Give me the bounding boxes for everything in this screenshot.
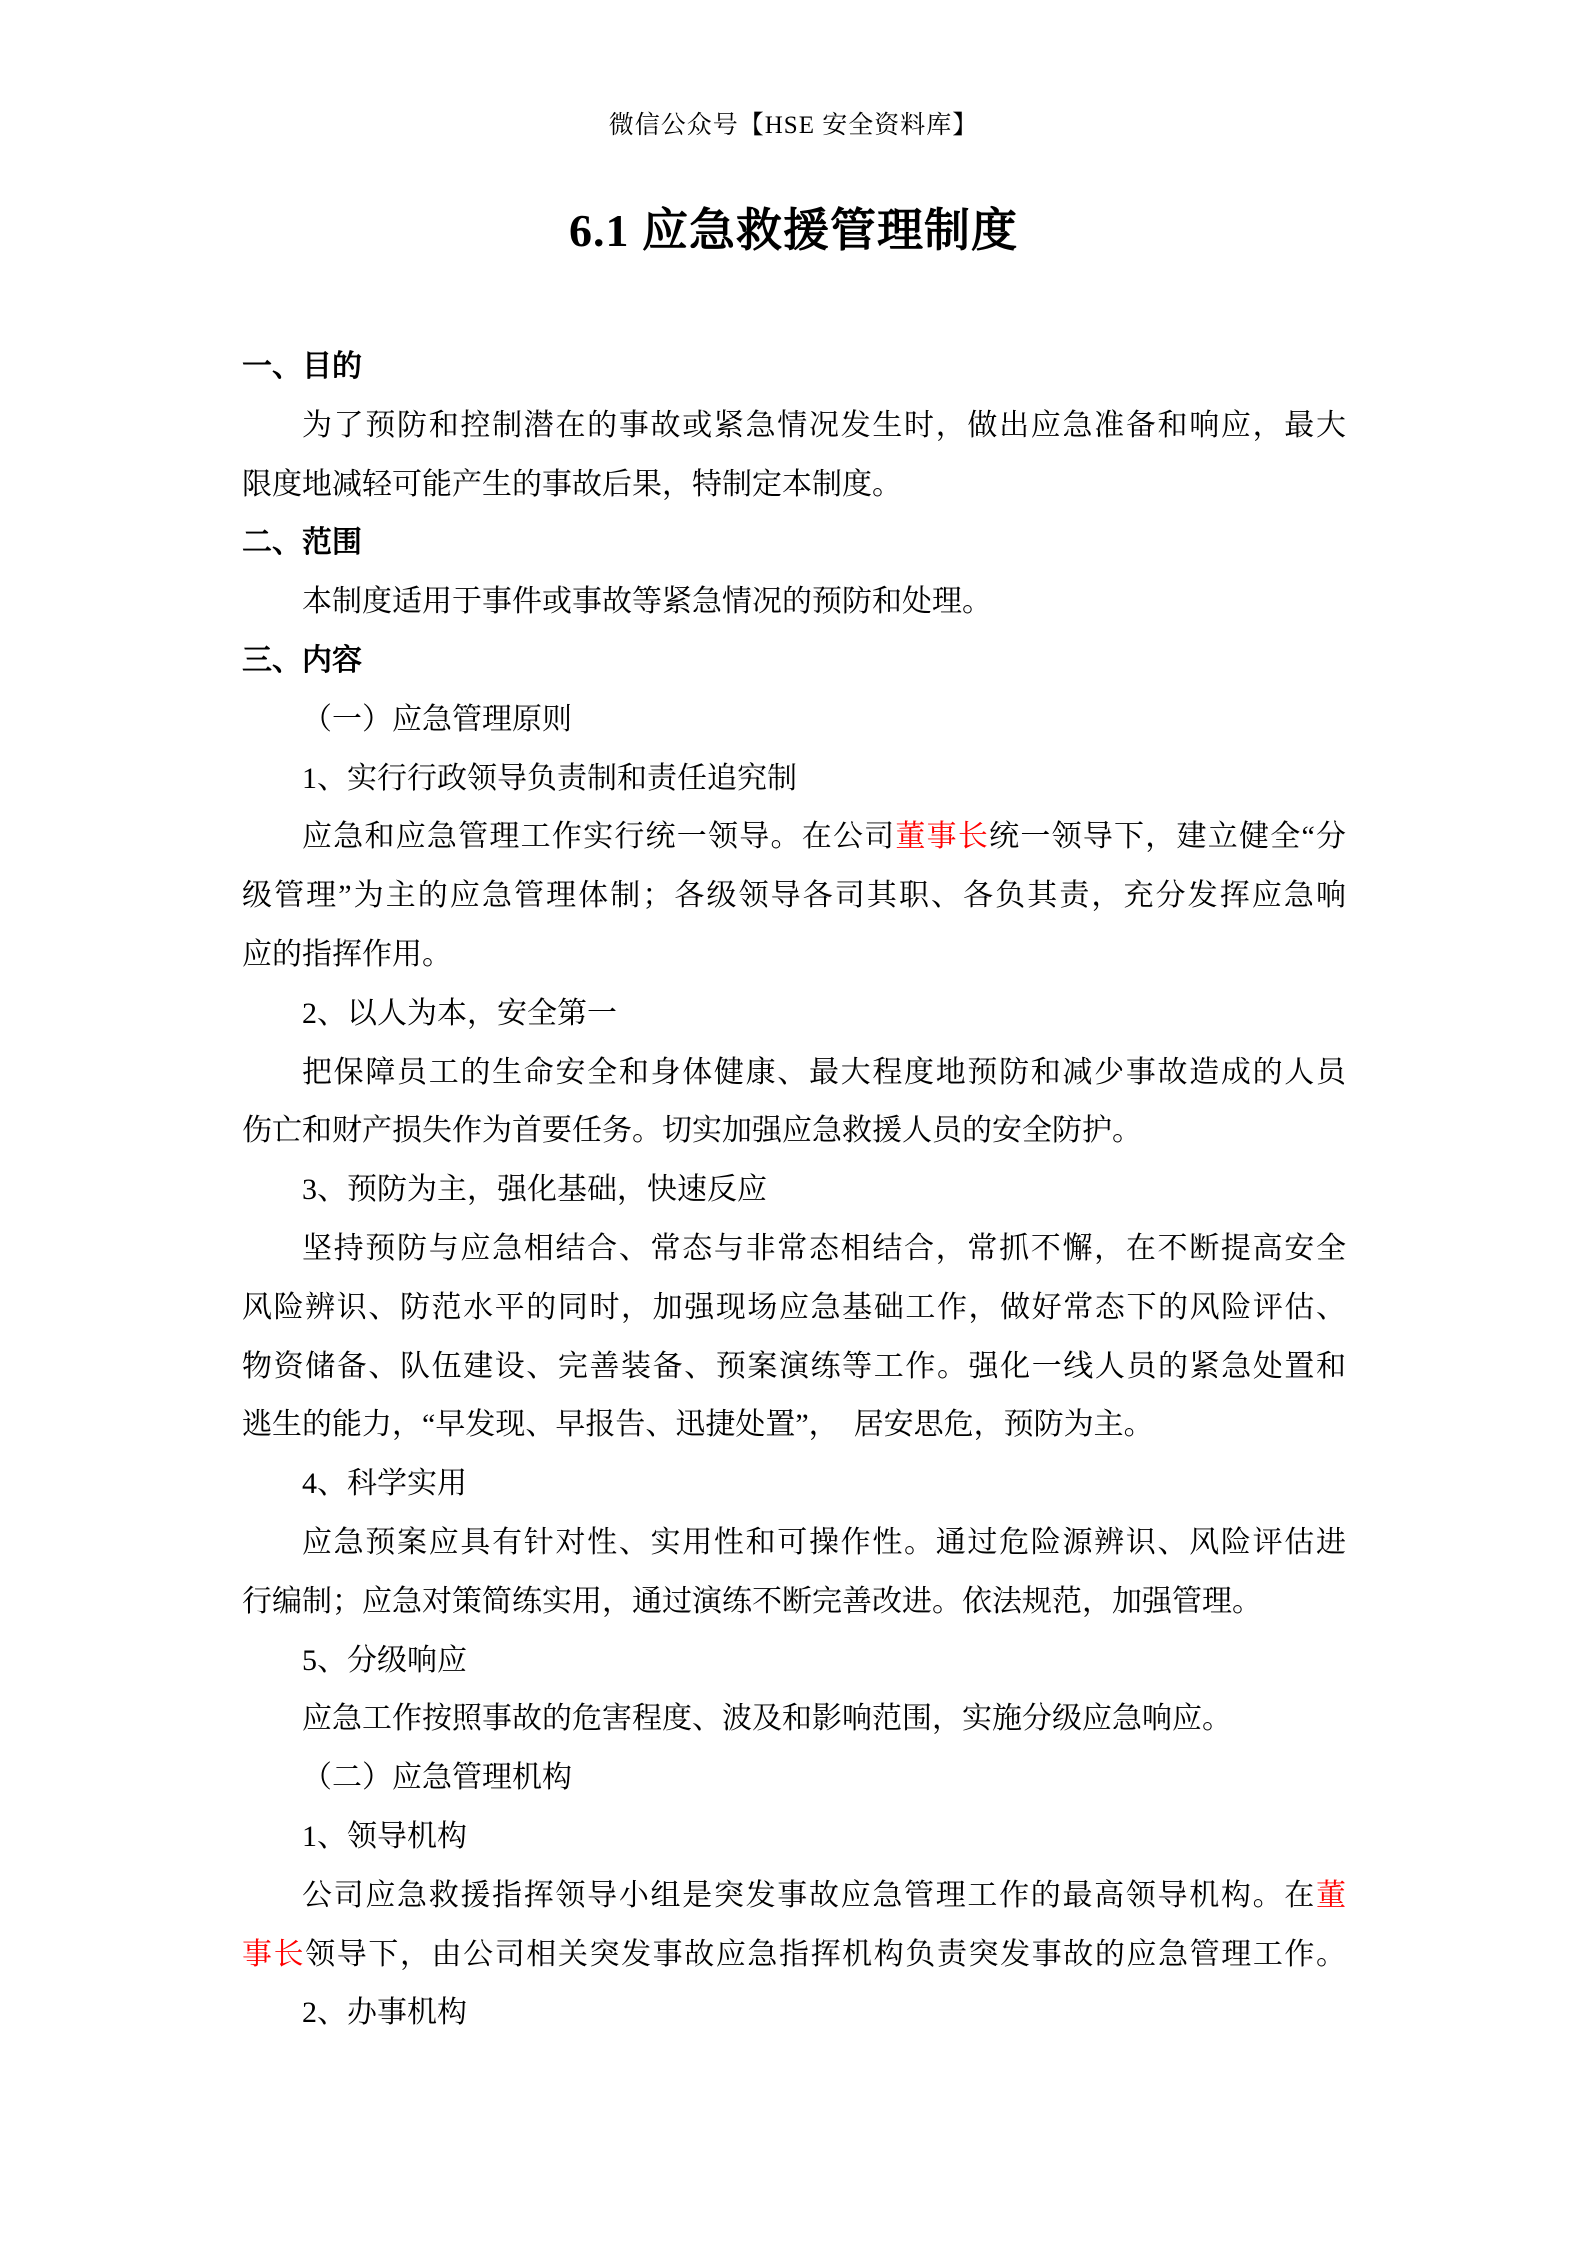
text-line	[242, 985, 1346, 1044]
text-run: 二、范围	[242, 526, 362, 560]
text-run: 逃生的能力，“早发现、早报告、迅捷处置”， 居安思危，预防为主。	[242, 1408, 1154, 1442]
text-run: 统一领导下，建立健全“分	[989, 820, 1346, 854]
text-run: 领导下，由公司相关突发事故应急指挥机构负责突发事故的应急管理工作。	[305, 1937, 1347, 1971]
text-line	[242, 1808, 1346, 1867]
section-heading-line	[242, 338, 1346, 397]
text-line	[242, 1455, 1346, 1514]
text-run: 伤亡和财产损失作为首要任务。切实加强应急救援人员的安全防护。	[242, 1114, 1142, 1148]
text-line	[242, 1632, 1346, 1691]
text-line	[242, 750, 1346, 809]
text-line	[242, 1338, 1346, 1397]
text-run: 坚持预防与应急相结合、常态与非常态相结合，常抓不懈，在不断提高安全	[302, 1231, 1346, 1265]
text-line	[242, 397, 1346, 456]
text-line	[242, 867, 1346, 926]
text-run: 三、内容	[242, 643, 362, 677]
text-line	[242, 1220, 1346, 1279]
text-line	[242, 808, 1346, 867]
text-line	[242, 691, 1346, 750]
text-run: 1、实行行政领导负责制和责任追究制	[302, 761, 797, 795]
text-run: 本制度适用于事件或事故等紧急情况的预防和处理。	[302, 585, 992, 619]
text-line	[242, 926, 1346, 985]
text-run: 应急和应急管理工作实行统一领导。在公司	[302, 820, 896, 854]
text-line	[242, 1514, 1346, 1573]
page-title: 6.1 应急救援管理制度	[569, 205, 1018, 256]
text-line	[242, 1867, 1346, 1926]
text-line	[242, 573, 1346, 632]
text-line	[242, 1102, 1346, 1161]
text-line	[242, 1279, 1346, 1338]
text-run: 一、目的	[242, 350, 362, 383]
text-run: 应急工作按照事故的危害程度、波及和影响范围，实施分级应急响应。	[302, 1702, 1232, 1736]
text-run: 物资储备、队伍建设、完善装备、预案演练等工作。强化一线人员的紧急处置和	[242, 1349, 1346, 1383]
section-heading-line	[242, 632, 1346, 691]
highlighted-text-run: 董	[1316, 1878, 1346, 1912]
text-run: 行编制；应急对策简练实用，通过演练不断完善改进。依法规范，加强管理。	[242, 1584, 1262, 1618]
text-run: （二）应急管理机构	[302, 1761, 572, 1795]
text-line	[242, 1926, 1346, 1985]
highlighted-text-run: 董事长	[895, 820, 990, 854]
text-run: 限度地减轻可能产生的事故后果，特制定本制度。	[242, 467, 902, 501]
text-line	[242, 1044, 1346, 1103]
text-run: 把保障员工的生命安全和身体健康、最大程度地预防和减少事故造成的人员	[302, 1055, 1346, 1089]
text-run: 1、领导机构	[302, 1819, 467, 1853]
text-line	[242, 1984, 1346, 2043]
text-run: 为了预防和控制潜在的事故或紧急情况发生时，做出应急准备和响应，最大	[302, 408, 1346, 442]
section-heading-line	[242, 514, 1346, 573]
page-header: 微信公众号【HSE 安全资料库】	[608, 112, 979, 139]
text-line	[242, 1396, 1346, 1455]
text-run: 风险辨识、防范水平的同时，加强现场应急基础工作，做好常态下的风险评估、	[242, 1290, 1346, 1324]
text-run: 5、分级响应	[302, 1643, 467, 1677]
text-line	[242, 1161, 1346, 1220]
text-run: 2、办事机构	[302, 1996, 467, 2030]
text-run: （一）应急管理原则	[302, 702, 572, 736]
text-run: 级管理”为主的应急管理体制；各级领导各司其职、各负其责，充分发挥应急响	[242, 879, 1346, 913]
text-line	[242, 1690, 1346, 1749]
text-line	[242, 456, 1346, 515]
text-run: 应急预案应具有针对性、实用性和可操作性。通过危险源辨识、风险评估进	[302, 1525, 1346, 1559]
document-body	[242, 338, 1346, 2043]
text-line	[242, 1749, 1346, 1808]
text-run: 应的指挥作用。	[242, 937, 452, 971]
text-run: 3、预防为主，强化基础，快速反应	[302, 1173, 767, 1207]
text-line	[242, 1573, 1346, 1632]
text-run: 4、科学实用	[302, 1467, 467, 1501]
highlighted-text-run: 事长	[242, 1937, 306, 1971]
text-run: 2、以人为本，安全第一	[302, 996, 617, 1030]
text-run: 公司应急救援指挥领导小组是突发事故应急管理工作的最高领导机构。在	[302, 1878, 1316, 1912]
